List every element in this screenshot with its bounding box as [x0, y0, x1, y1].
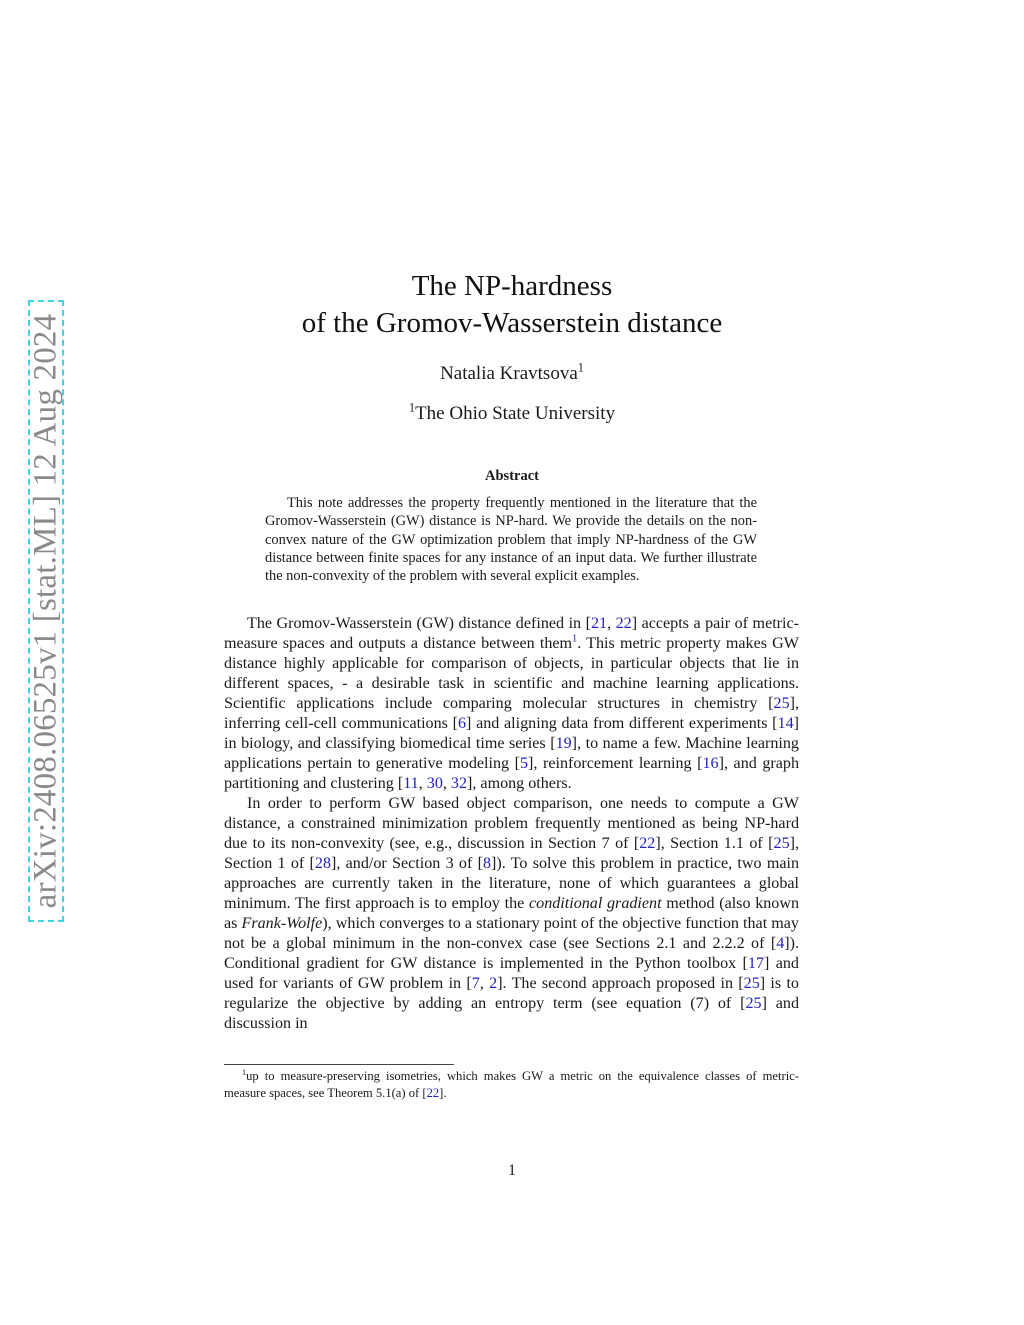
text-run: . This metric property makes GW distance highly applicable for comparison of objects, in particular objects that lie in different spaces, - a desirable task in scientific and machine learning applications. Scientific applications include comparing molecular structures in chemistry [ — [224, 635, 799, 712]
text-run: method (also known as — [224, 895, 799, 932]
citation-link[interactable]: 25 — [773, 695, 790, 712]
citation-link[interactable]: 30 — [426, 775, 443, 792]
text-run: , — [479, 975, 490, 992]
citation-link[interactable]: 25 — [773, 835, 790, 852]
paragraph-2 — [224, 794, 799, 1034]
text-run: , — [607, 615, 616, 632]
text-run: The Gromov-Wasserstein (GW) distance defined in [ — [247, 615, 591, 632]
text-run: In order to perform GW based object comparison, one needs to compute a GW distance, a constrained minimization problem frequently mentioned as being NP-hard due to its non-convexity (see, e.g., discussion in Section 7 of [ — [224, 795, 799, 852]
text-run: ], Section 1.1 of [ — [655, 835, 774, 852]
citation-link[interactable]: 16 — [702, 755, 719, 772]
text-run: , — [442, 775, 451, 792]
text-run: ]. — [439, 1085, 447, 1100]
main-text — [224, 614, 799, 1034]
citation-link[interactable]: 32 — [450, 775, 468, 792]
arxiv-stamp — [28, 300, 64, 922]
citation-link[interactable]: 25 — [743, 975, 760, 992]
footnote-text — [224, 1068, 799, 1101]
author — [0, 360, 1024, 385]
affiliation — [0, 400, 1024, 425]
text-run: ]). Conditional gradient for GW distance is implemented in the Python toolbox [ — [224, 935, 799, 972]
citation-link[interactable]: 22 — [639, 835, 656, 852]
citation-link[interactable]: 22 — [426, 1085, 440, 1100]
affiliation-name: The Ohio State University — [415, 403, 616, 424]
footnote-link[interactable]: 1 — [572, 633, 578, 645]
citation-link[interactable]: 2 — [489, 975, 498, 992]
citation-link[interactable]: 6 — [457, 715, 467, 732]
author-name: Natalia Kravtsova — [440, 363, 578, 384]
citation-link[interactable]: 28 — [314, 855, 331, 872]
text-run: ] and aligning data from different experiments [ — [466, 715, 778, 732]
text-run: ], and graph partitioning and clustering [ — [224, 755, 800, 792]
affiliation-mark: 1 — [408, 400, 416, 415]
citation-link[interactable]: 17 — [747, 955, 765, 972]
abstract-body — [265, 494, 757, 585]
abstract-heading: Abstract — [485, 468, 539, 484]
text-run: ] in biology, and classifying biomedical time series [ — [224, 715, 799, 752]
text-run: ], among others. — [467, 775, 572, 792]
author-mark: 1 — [577, 360, 584, 375]
citation-link[interactable]: 7 — [471, 975, 480, 992]
paper-title — [0, 268, 1024, 342]
text-run: ] is to regularize the objective by adding an entropy term (see equation (7) of [ — [224, 975, 799, 1012]
footnote-rule — [224, 1064, 454, 1065]
text-run: ], inferring cell-cell communications [ — [224, 695, 799, 732]
text-run: ] and used for variants of GW problem in [ — [224, 955, 799, 992]
citation-link[interactable]: 4 — [776, 935, 785, 952]
footnote-mark: 1 — [242, 1067, 247, 1077]
text-run: ], to name a few. Machine learning applications pertain to generative modeling [ — [224, 735, 799, 772]
text-run: ], reinforcement learning [ — [528, 755, 703, 772]
title-line-2: of the Gromov-Wasserstein distance — [301, 307, 723, 339]
text-run: ], Section 1 of [ — [224, 835, 799, 872]
citation-link[interactable]: 8 — [482, 855, 491, 872]
paragraph-1 — [224, 614, 799, 794]
emphasis-conditional-gradient: conditional gradient — [529, 895, 662, 912]
citation-link[interactable]: 21 — [590, 615, 608, 632]
citation-link[interactable]: 22 — [615, 615, 632, 632]
page-number: 1 — [508, 1162, 516, 1179]
text-run: ] and discussion in — [224, 995, 799, 1032]
abstract-text: This note addresses the property frequently mentioned in the literature that the Gromov-Wasserstein (GW) distance is NP-hard. We provide the details on the non-convex nature of the GW optimization problem that imply NP-hardness of the GW distance between finite spaces for any instance of an input data. We further illustrate the non-convexity of the problem with several explicit examples. — [265, 495, 757, 585]
text-run: up to measure-preserving isometries, which makes GW a metric on the equivalence classes of metric-measure spaces, see Theorem 5.1(a) of [ — [224, 1069, 799, 1100]
arxiv-stamp-text: arXiv:2408.06525v1 [stat.ML] 12 Aug 2024 — [27, 313, 64, 909]
citation-link[interactable]: 14 — [777, 715, 794, 732]
text-run: ] accepts a pair of metric-measure spaces and outputs a distance between them — [224, 615, 800, 652]
footnote — [224, 1068, 799, 1101]
text-run: ), which converges to a stationary point of the objective function that may not be a global minimum in the non-convex case (see Sections 2.1 and 2.2.2 of [ — [224, 915, 799, 952]
text-run: , — [418, 775, 427, 792]
citation-link[interactable]: 5 — [520, 755, 529, 772]
citation-link[interactable]: 11 — [403, 775, 419, 792]
text-run: ]. The second approach proposed in [ — [497, 975, 744, 992]
emphasis-frank-wolfe: Frank-Wolfe — [241, 915, 323, 932]
citation-link[interactable]: 25 — [745, 995, 762, 1012]
title-line-1: The NP-hardness — [411, 270, 613, 302]
text-run: ], and/or Section 3 of [ — [331, 855, 483, 872]
citation-link[interactable]: 19 — [555, 735, 572, 752]
text-run: ]). To solve this problem in practice, two main approaches are currently taken in the literature, none of which guarantees a global minimum. The first approach is to employ the — [224, 855, 799, 912]
